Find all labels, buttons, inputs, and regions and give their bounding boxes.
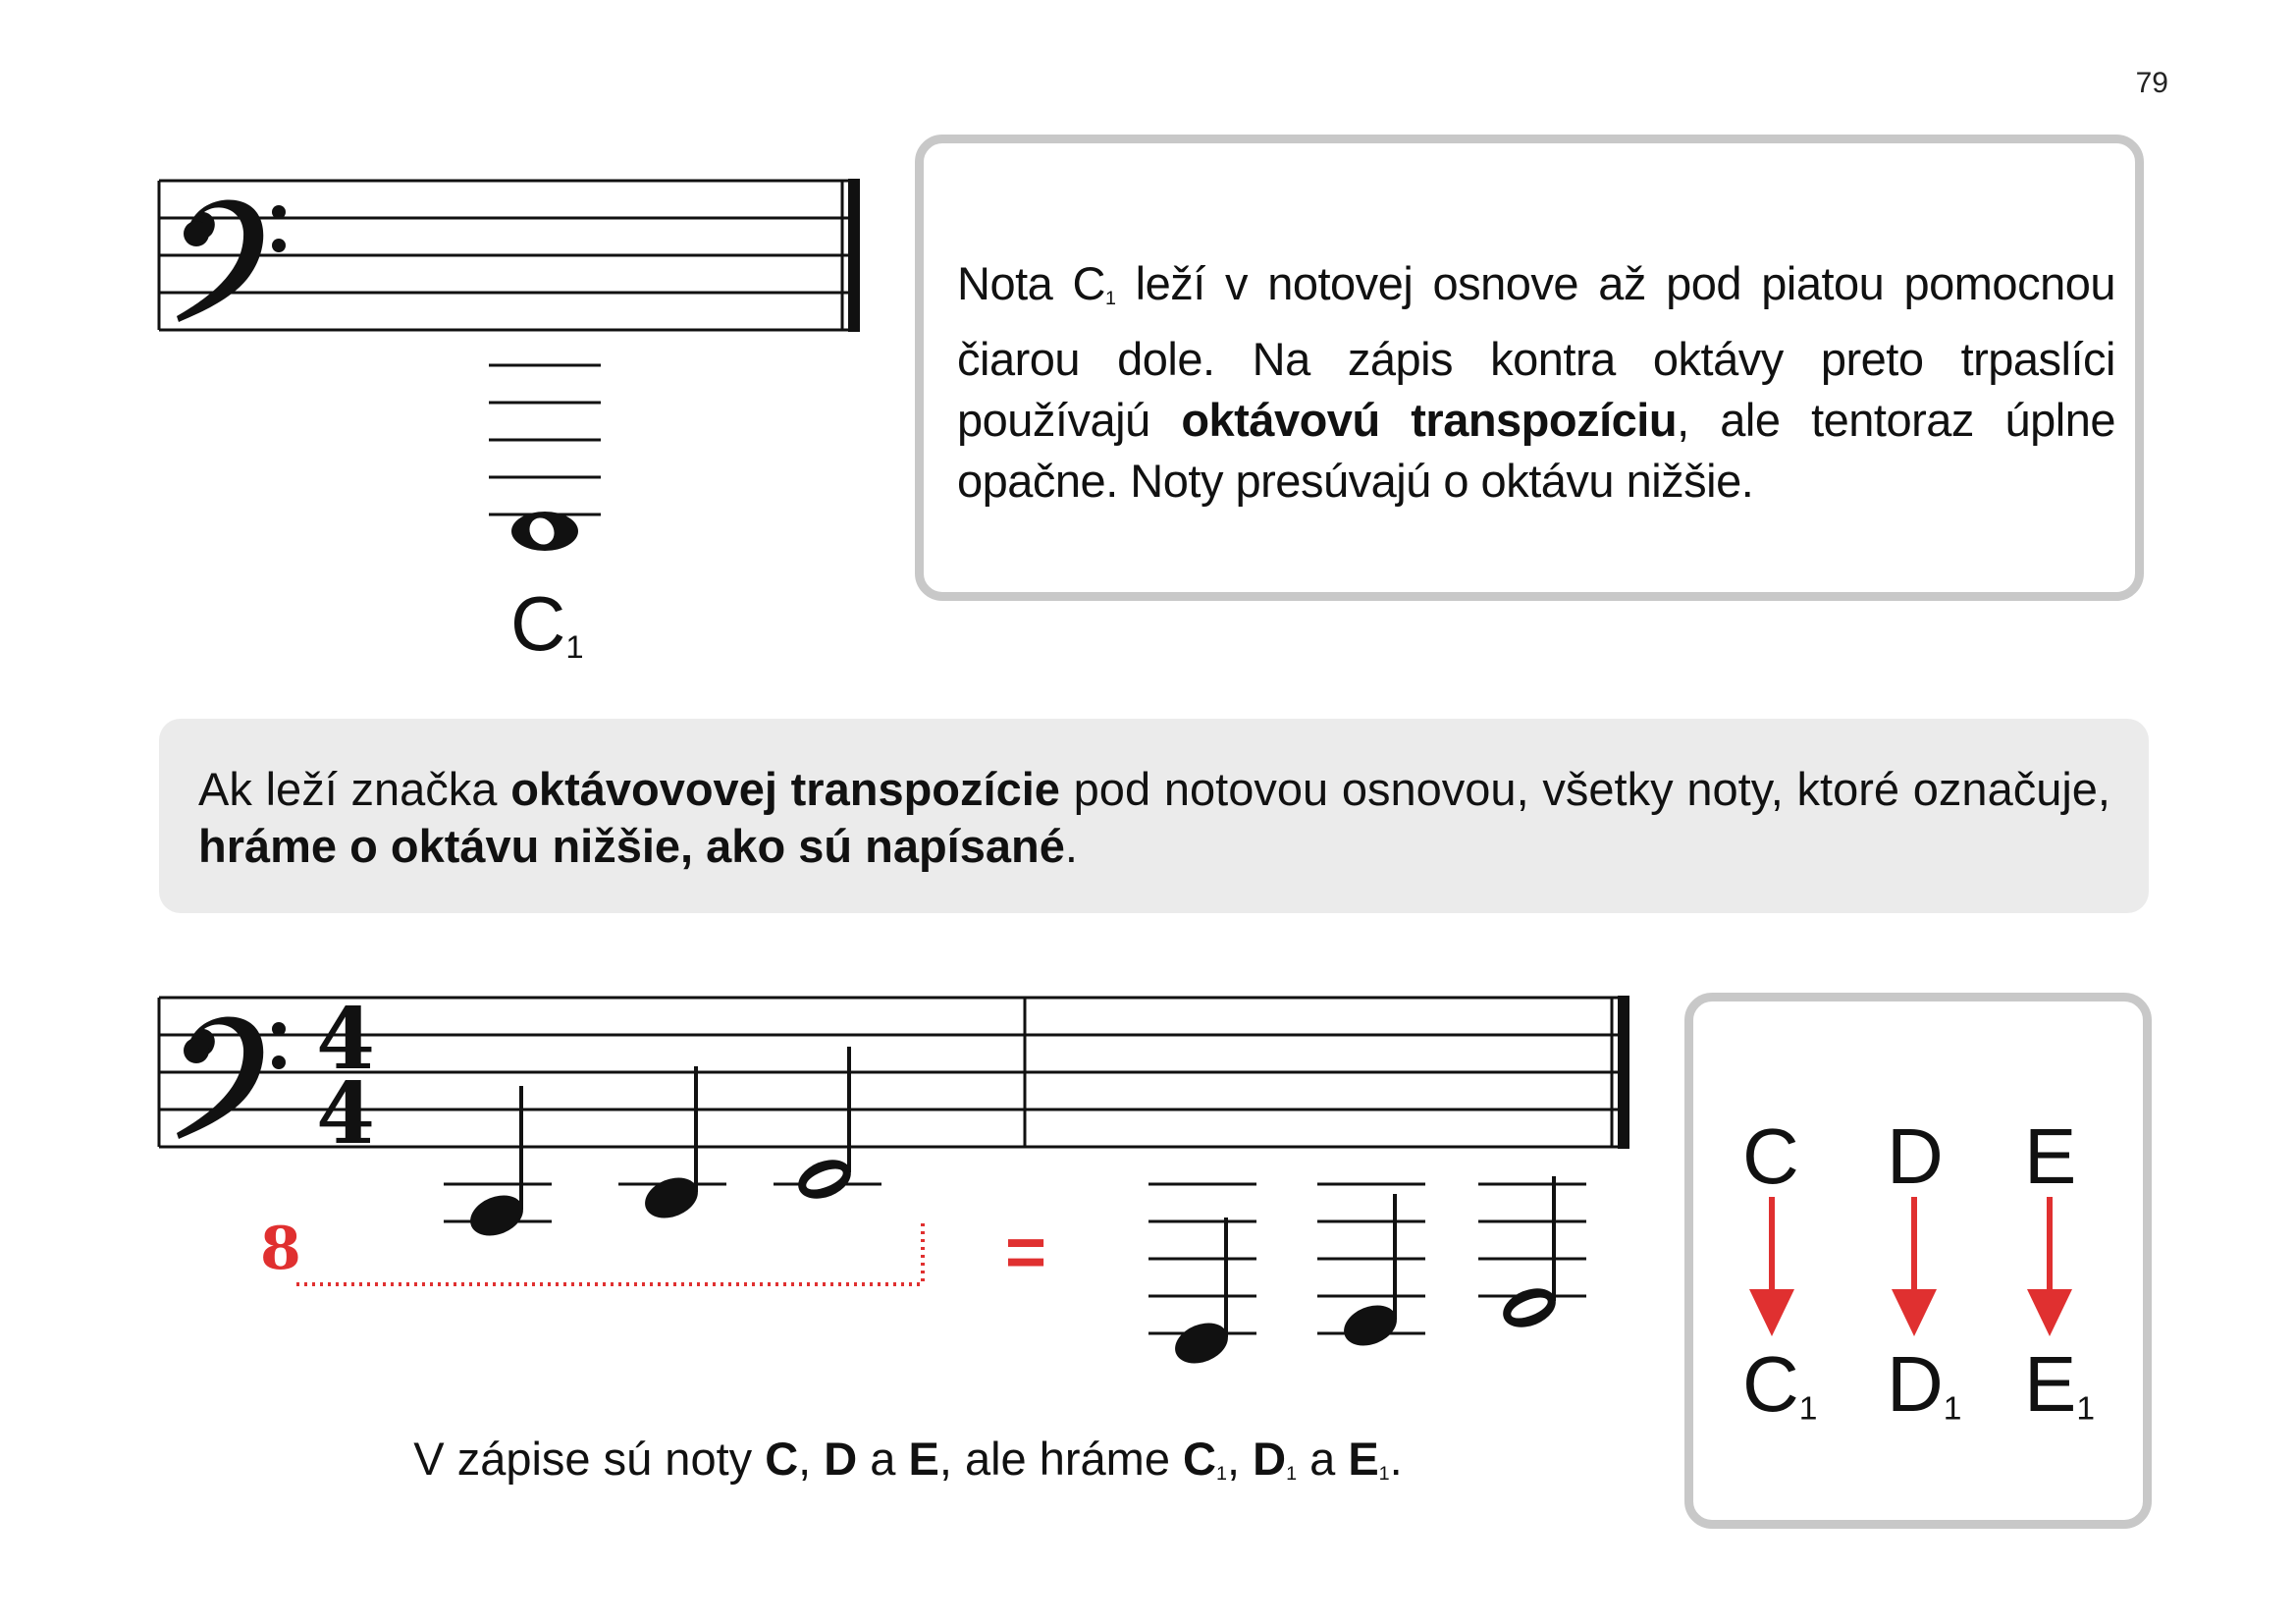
octave-mark: 8 (260, 1215, 301, 1283)
quarter-note-d1 (1338, 1194, 1403, 1353)
info-box-text: Nota $C_1$ leží v notovej osnove až pod piatou pomocnou čiarou dole. Na zápis kontra oktávy preto trpaslíci používajú oktávovú transpozíciu, ale tentoraz úplne opačne. Noty presúvajú o oktávu nižšie. (957, 257, 2115, 507)
mapping-from-c: C (1742, 1112, 1799, 1200)
half-note-e (792, 1047, 856, 1206)
quarter-note-c1 (1169, 1218, 1234, 1371)
time-signature-top: 4 (316, 990, 375, 1089)
arrow-down-icon (2027, 1197, 2072, 1336)
mapping-to-d1: $D_1$ (1887, 1340, 1962, 1428)
mapping-to-c1: $C_1$ (1742, 1340, 1818, 1428)
arrow-down-icon (1749, 1197, 1794, 1336)
bass-staff-bottom (157, 992, 1649, 1404)
mapping-arrows (1728, 1193, 2101, 1340)
arrow-down-icon (1892, 1197, 1937, 1336)
mapping-to-e1: $E_1$ (2024, 1340, 2096, 1428)
mapping-from-d: D (1887, 1112, 1944, 1200)
whole-note-c1 (511, 512, 578, 551)
rule-box-text: Ak leží značka oktávovovej transpozície pod notovou osnovou, všetky noty, ktoré označuje, hráme o oktávu nižšie, ako sú napísané. (198, 763, 2110, 872)
page-number: 79 (2135, 67, 2168, 99)
note-label-c1: $C_1$ (510, 580, 584, 667)
half-note-e1 (1497, 1176, 1561, 1334)
equals-sign: = (1004, 1214, 1047, 1292)
mapping-from-e: E (2024, 1112, 2077, 1200)
caption: V zápise sú noty C, D a E, ale hráme $C_1$, $D_1$ a $E_1$. (413, 1433, 1403, 1485)
time-signature-bottom: 4 (316, 1064, 375, 1164)
